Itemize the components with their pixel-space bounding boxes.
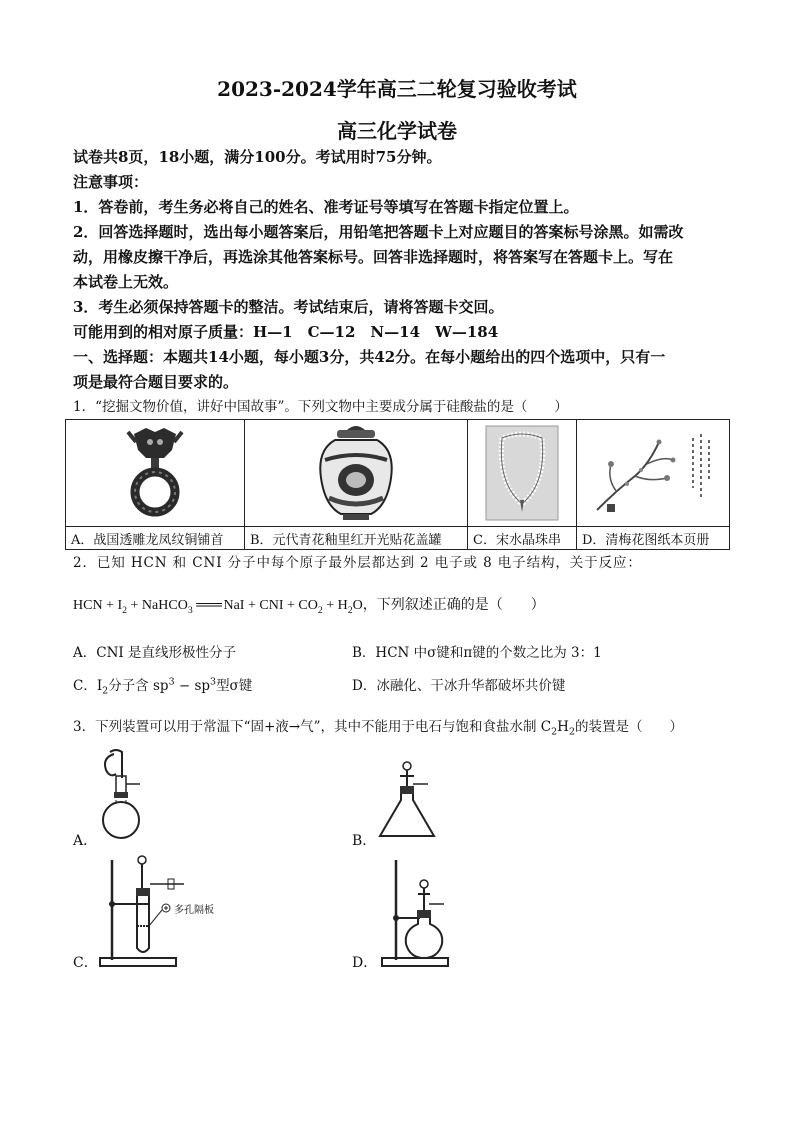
q1-image-d <box>577 420 730 527</box>
q3-stem-part-3: 的装置是（ ） <box>574 719 683 735</box>
exam-title: 2023-2024学年高三二轮复习验收考试 <box>217 77 577 101</box>
q3-apparatus-a-flask <box>96 748 156 848</box>
q1-artifact-table <box>65 419 730 550</box>
q1-image-b <box>245 420 468 527</box>
q3-stem-part-1: 3．下列装置可以用于常温下“固+液→气”，其中不能用于电石与饱和食盐水制 C <box>73 719 552 735</box>
plum-blossom-painting-image <box>577 420 729 526</box>
q2-option-b[interactable]: B．HCN 中σ键和π键的个数之比为 3：1 <box>352 645 602 661</box>
q2-option-a[interactable]: A．CNI 是直线形极性分子 <box>73 645 237 661</box>
q1-stem: 1．“挖掘文物价值，讲好中国故事”。下列文物中主要成分属于硅酸盐的是（ ） <box>73 399 568 415</box>
q3-option-b-label[interactable]: B． <box>352 833 377 849</box>
q2-stem: 2．已知 HCN 和 CNI 分子中每个原子最外层都达到 2 电子或 8 电子结构，关于反应： <box>73 555 642 571</box>
q3-stem: 3．下列装置可以用于常温下“固+液→气”，其中不能用于电石与饱和食盐水制 $C_2H_2$的装置是（ ） <box>73 719 683 738</box>
q3-stem-part-2: H <box>557 719 569 735</box>
note-1: 1．答卷前，考生务必将自己的姓名、准考证号等填写在答题卡指定位置上。 <box>73 198 579 216</box>
q3-option-a-label[interactable]: A． <box>73 833 98 849</box>
q3-option-c-label[interactable]: C． <box>73 955 98 971</box>
porcelain-jar-image <box>245 420 467 526</box>
q2-option-d[interactable]: D．冰融化、干冰升华都破坏共价键 <box>352 678 566 694</box>
atomic-masses: 可能用到的相对原子质量：H—1 C—12 N—14 W—184 <box>73 323 499 341</box>
q1-option-c[interactable]: C．宋水晶珠串 <box>468 527 577 550</box>
q3-option-d-label[interactable]: D． <box>352 955 378 971</box>
bronze-door-knocker-image <box>66 420 244 526</box>
notes-heading: 注意事项： <box>73 173 149 191</box>
q2-option-c-tail: 型σ键 <box>216 678 253 694</box>
q1-option-b[interactable]: B．元代青花釉里红开光贴花盖罐 <box>245 527 468 550</box>
section-1-header-line-1: 一、选择题：本题共14小题，每小题3分，共42分。在每小题给出的四个选项中，只有一 <box>73 348 666 366</box>
q1-option-d[interactable]: D．清梅花图纸本页册 <box>577 527 730 550</box>
q1-image-c <box>468 420 577 527</box>
q2-option-c-prefix: C．I <box>73 678 103 694</box>
crystal-bead-string-image <box>468 420 576 526</box>
q2-question: ，下列叙述正确的是（ ） <box>362 597 545 613</box>
q3-apparatus-d-round-flask <box>376 856 466 970</box>
q2-option-c[interactable]: C．$I_2$分子含 $sp^3 - sp^3$型σ键 <box>73 676 253 697</box>
note-2-line-1: 2．回答选择题时，选出每小题答案后，用铅笔把答题卡上对应题目的答案标号涂黑。如需改 <box>73 223 684 241</box>
exam-info: 试卷共8页，18小题，满分100分。考试用时75分钟。 <box>73 148 442 166</box>
note-2-line-3: 本试卷上无效。 <box>73 273 179 291</box>
section-1-header-line-2: 项是最符合题目要求的。 <box>73 373 239 391</box>
q3-apparatus-b-conical-flask <box>372 758 442 848</box>
note-2-line-2: 动，用橡皮擦干净后，再选涂其他答案标号。回答非选择题时，将答案写在答题卡上。写在 <box>73 248 674 266</box>
note-3: 3．考生必须保持答题卡的整洁。考试结束后，请将答题卡交回。 <box>73 298 504 316</box>
q1-image-a <box>66 420 245 527</box>
perforated-plate-label: 多孔隔板 <box>174 905 214 916</box>
q2-option-c-mid: 分子含 sp <box>108 678 169 694</box>
exam-subtitle: 高三化学试卷 <box>337 119 457 143</box>
q2-reaction-equation: HCN + $I_2$ + NaHCO$_3$ ═══ NaI + CNI + $CO_2 + H_2O$ <box>73 598 363 616</box>
q1-option-a[interactable]: A．战国透雕龙凤纹铜铺首 <box>66 527 245 550</box>
q2-equation-line <box>73 594 545 616</box>
